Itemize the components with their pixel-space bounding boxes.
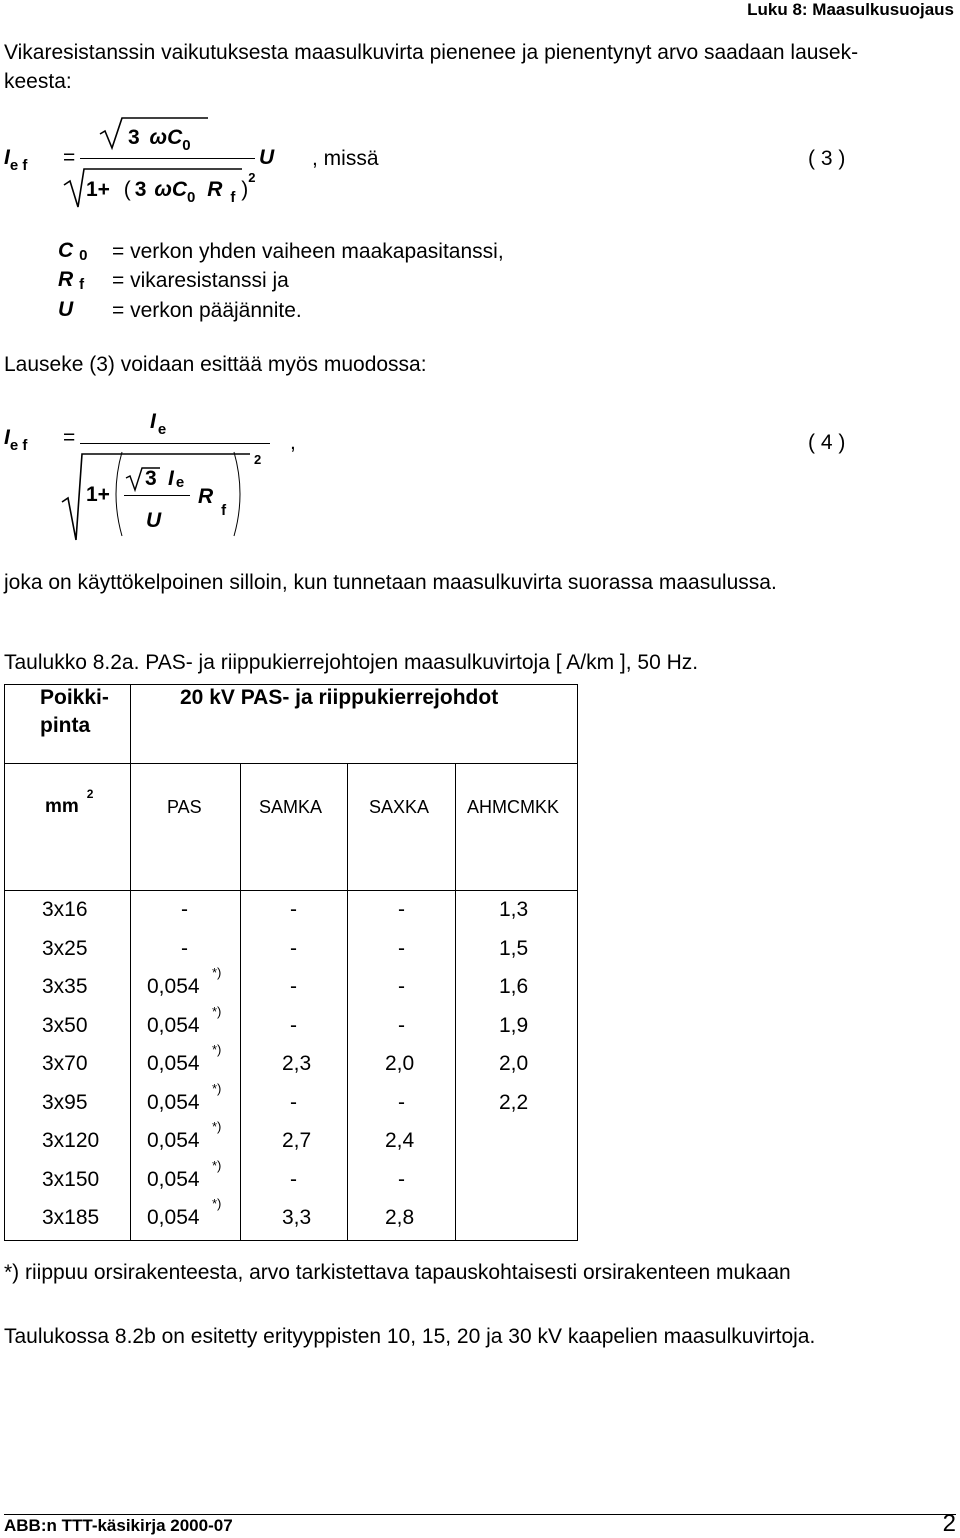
cell-pas: 0,054	[147, 1168, 200, 1191]
col-header-ahmcmkk: AHMCMKK	[467, 797, 560, 817]
header-poikki: Poikki-	[40, 686, 109, 709]
eq3-denom-c: C	[171, 178, 188, 201]
eq4-numerator-i: I	[150, 410, 156, 433]
eq4-inner-fraction-bar	[124, 495, 190, 496]
def-text-r: = vikaresistanssi ja	[112, 269, 289, 292]
eq3-equals: =	[63, 146, 76, 169]
cell-pas: 0,054	[147, 1091, 200, 1114]
header-pinta: pinta	[40, 714, 91, 737]
eq4-right-paren	[232, 450, 246, 540]
cell-saxka: -	[398, 1014, 405, 1037]
eq3-numerator-c-sub: 0	[182, 137, 191, 154]
cell-saxka: -	[398, 1091, 405, 1114]
footer-left: ABB:n TTT-käsikirja 2000-07	[4, 1516, 233, 1535]
cell-saxka: -	[398, 937, 405, 960]
eq3-denom-r-sub: f	[230, 189, 236, 206]
eq3-open-paren: (	[123, 178, 131, 201]
eq3-numerator-three: 3	[128, 126, 140, 149]
eq3-denom-r: R	[207, 178, 223, 201]
cell-pas: 0,054	[147, 1052, 200, 1075]
unit-mm: mm	[45, 796, 79, 817]
eq4-left-paren	[110, 450, 124, 540]
cell-pas: 0,054	[147, 1014, 200, 1037]
cell-saxka: 2,0	[385, 1052, 415, 1075]
cell-pas: -	[181, 937, 188, 960]
eq4-numerator-sub: e	[157, 421, 167, 438]
cell-samka: 2,3	[282, 1052, 312, 1075]
def-symbol-u: U	[58, 298, 74, 321]
cell-ahmcmkk: 2,2	[499, 1091, 529, 1114]
table-caption: Taulukko 8.2a. PAS- ja riippukierrejohtojen maasulkuvirtoja [ A/km ], 50 Hz.	[4, 651, 699, 674]
header-span: 20 kV PAS- ja riippukierrejohdot	[180, 686, 499, 709]
eq3-lhs-symbol: I	[4, 146, 10, 169]
cell-pas: 0,054	[147, 1206, 200, 1229]
eq4-fraction-bar	[80, 443, 270, 444]
intro-line-2: keesta:	[4, 70, 72, 93]
cell-samka: -	[290, 898, 297, 921]
eq3-fraction-bar	[80, 158, 255, 159]
eq3-one-plus: 1+	[86, 178, 110, 201]
cell-size: 3x185	[42, 1206, 100, 1229]
eq4-three: 3	[145, 467, 157, 490]
def-symbol-r-sub: f	[79, 276, 85, 293]
eq4-lhs-subscript: e f	[9, 437, 28, 454]
eq3-missa: , missä	[312, 147, 379, 170]
unit-sup: 2	[86, 787, 94, 801]
cell-saxka: 2,4	[385, 1129, 415, 1152]
lauseke-text: Lauseke (3) voidaan esittää myös muodossa:	[4, 353, 427, 376]
cell-saxka: 2,8	[385, 1206, 415, 1229]
cell-size: 3x95	[42, 1091, 88, 1114]
eq3-denom-omega: ω	[154, 178, 172, 201]
eq3-numerator-c: C	[167, 126, 183, 149]
eq4-r-sub: f	[221, 502, 227, 519]
cell-samka: -	[290, 1014, 297, 1037]
cell-pas: 0,054	[147, 975, 200, 998]
cell-saxka: -	[398, 898, 405, 921]
footer-page: 2	[942, 1510, 956, 1537]
cell-ahmcmkk: 2,0	[499, 1052, 529, 1075]
col-header-samka: SAMKA	[259, 797, 323, 817]
cell-samka: -	[290, 1168, 297, 1191]
footnote-marker: *)	[212, 1196, 222, 1211]
cell-ahmcmkk: 1,3	[499, 898, 529, 921]
cell-size: 3x70	[42, 1052, 88, 1075]
footer-rule	[4, 1514, 956, 1515]
def-text-c: = verkon yhden vaiheen maakapasitanssi,	[112, 240, 504, 263]
footnote-marker: *)	[212, 1004, 222, 1019]
cell-saxka: -	[398, 1168, 405, 1191]
eq4-comma: ,	[290, 431, 296, 454]
footnote-marker: *)	[212, 1081, 222, 1096]
eq4-equals: =	[63, 426, 76, 449]
cell-saxka: -	[398, 975, 405, 998]
cell-size: 3x120	[42, 1129, 100, 1152]
eq4-number: ( 4 )	[808, 431, 846, 454]
eq4-u: U	[146, 509, 162, 532]
joka-text: joka on käyttökelpoinen silloin, kun tunnetaan maasulkuvirta suorassa maasulussa.	[4, 571, 777, 594]
cell-size: 3x150	[42, 1168, 100, 1191]
cell-samka: 3,3	[282, 1206, 312, 1229]
col-header-pas: PAS	[167, 797, 202, 817]
eq3-denom-c-sub: 0	[187, 189, 196, 206]
cell-ahmcmkk: 1,5	[499, 937, 529, 960]
def-text-u: = verkon pääjännite.	[112, 299, 302, 322]
taulukossa-text: Taulukossa 8.2b on esitetty erityyppisten 10, 15, 20 ja 30 kV kaapelien maasulkuvirtoja.	[4, 1325, 816, 1348]
cell-pas: 0,054	[147, 1129, 200, 1152]
cell-size: 3x35	[42, 975, 88, 998]
def-symbol-c-sub: 0	[79, 247, 88, 264]
intro-line-1: Vikaresistanssin vaikutuksesta maasulkuvirta pienenee ja pienentynyt arvo saadaan lausek-	[4, 41, 859, 64]
cell-ahmcmkk: 1,9	[499, 1014, 529, 1037]
eq3-denom-three: 3	[134, 178, 147, 201]
cell-samka: -	[290, 937, 297, 960]
cell-pas: -	[181, 898, 188, 921]
eq3-square: 2	[248, 170, 256, 185]
cell-size: 3x16	[42, 898, 88, 921]
eq3-lhs-subscript: e f	[9, 157, 28, 174]
eq3-u: U	[259, 146, 275, 169]
cell-size: 3x25	[42, 937, 88, 960]
footnote-marker: *)	[212, 965, 222, 980]
eq3-numerator-omega: ω	[149, 126, 168, 149]
col-header-saxka: SAXKA	[369, 797, 430, 817]
cell-samka: -	[290, 975, 297, 998]
footnote-marker: *)	[212, 1119, 222, 1134]
eq4-square: 2	[254, 452, 262, 467]
eq3-number: ( 3 )	[808, 147, 846, 170]
footnote-marker: *)	[212, 1158, 222, 1173]
eq4-one-plus: 1+	[86, 483, 110, 506]
eq4-ie-sub: e	[175, 474, 185, 491]
eq4-r: R	[198, 485, 214, 508]
def-symbol-r: R	[58, 268, 74, 291]
eq4-inner-root	[124, 466, 164, 496]
cell-samka: -	[290, 1091, 297, 1114]
footnote: *) riippuu orsirakenteesta, arvo tarkistettava tapauskohtaisesti orsirakenteen mukaan	[4, 1261, 791, 1284]
eq4-lhs-symbol: I	[4, 426, 10, 449]
chapter-header: Luku 8: Maasulkusuojaus	[747, 0, 954, 19]
footnote-marker: *)	[212, 1042, 222, 1057]
cell-samka: 2,7	[282, 1129, 312, 1152]
def-symbol-c: C	[58, 239, 74, 262]
cell-ahmcmkk: 1,6	[499, 975, 529, 998]
cell-size: 3x50	[42, 1014, 88, 1037]
eq3-close-paren: )	[241, 178, 249, 201]
eq4-ie-i: I	[168, 467, 174, 490]
